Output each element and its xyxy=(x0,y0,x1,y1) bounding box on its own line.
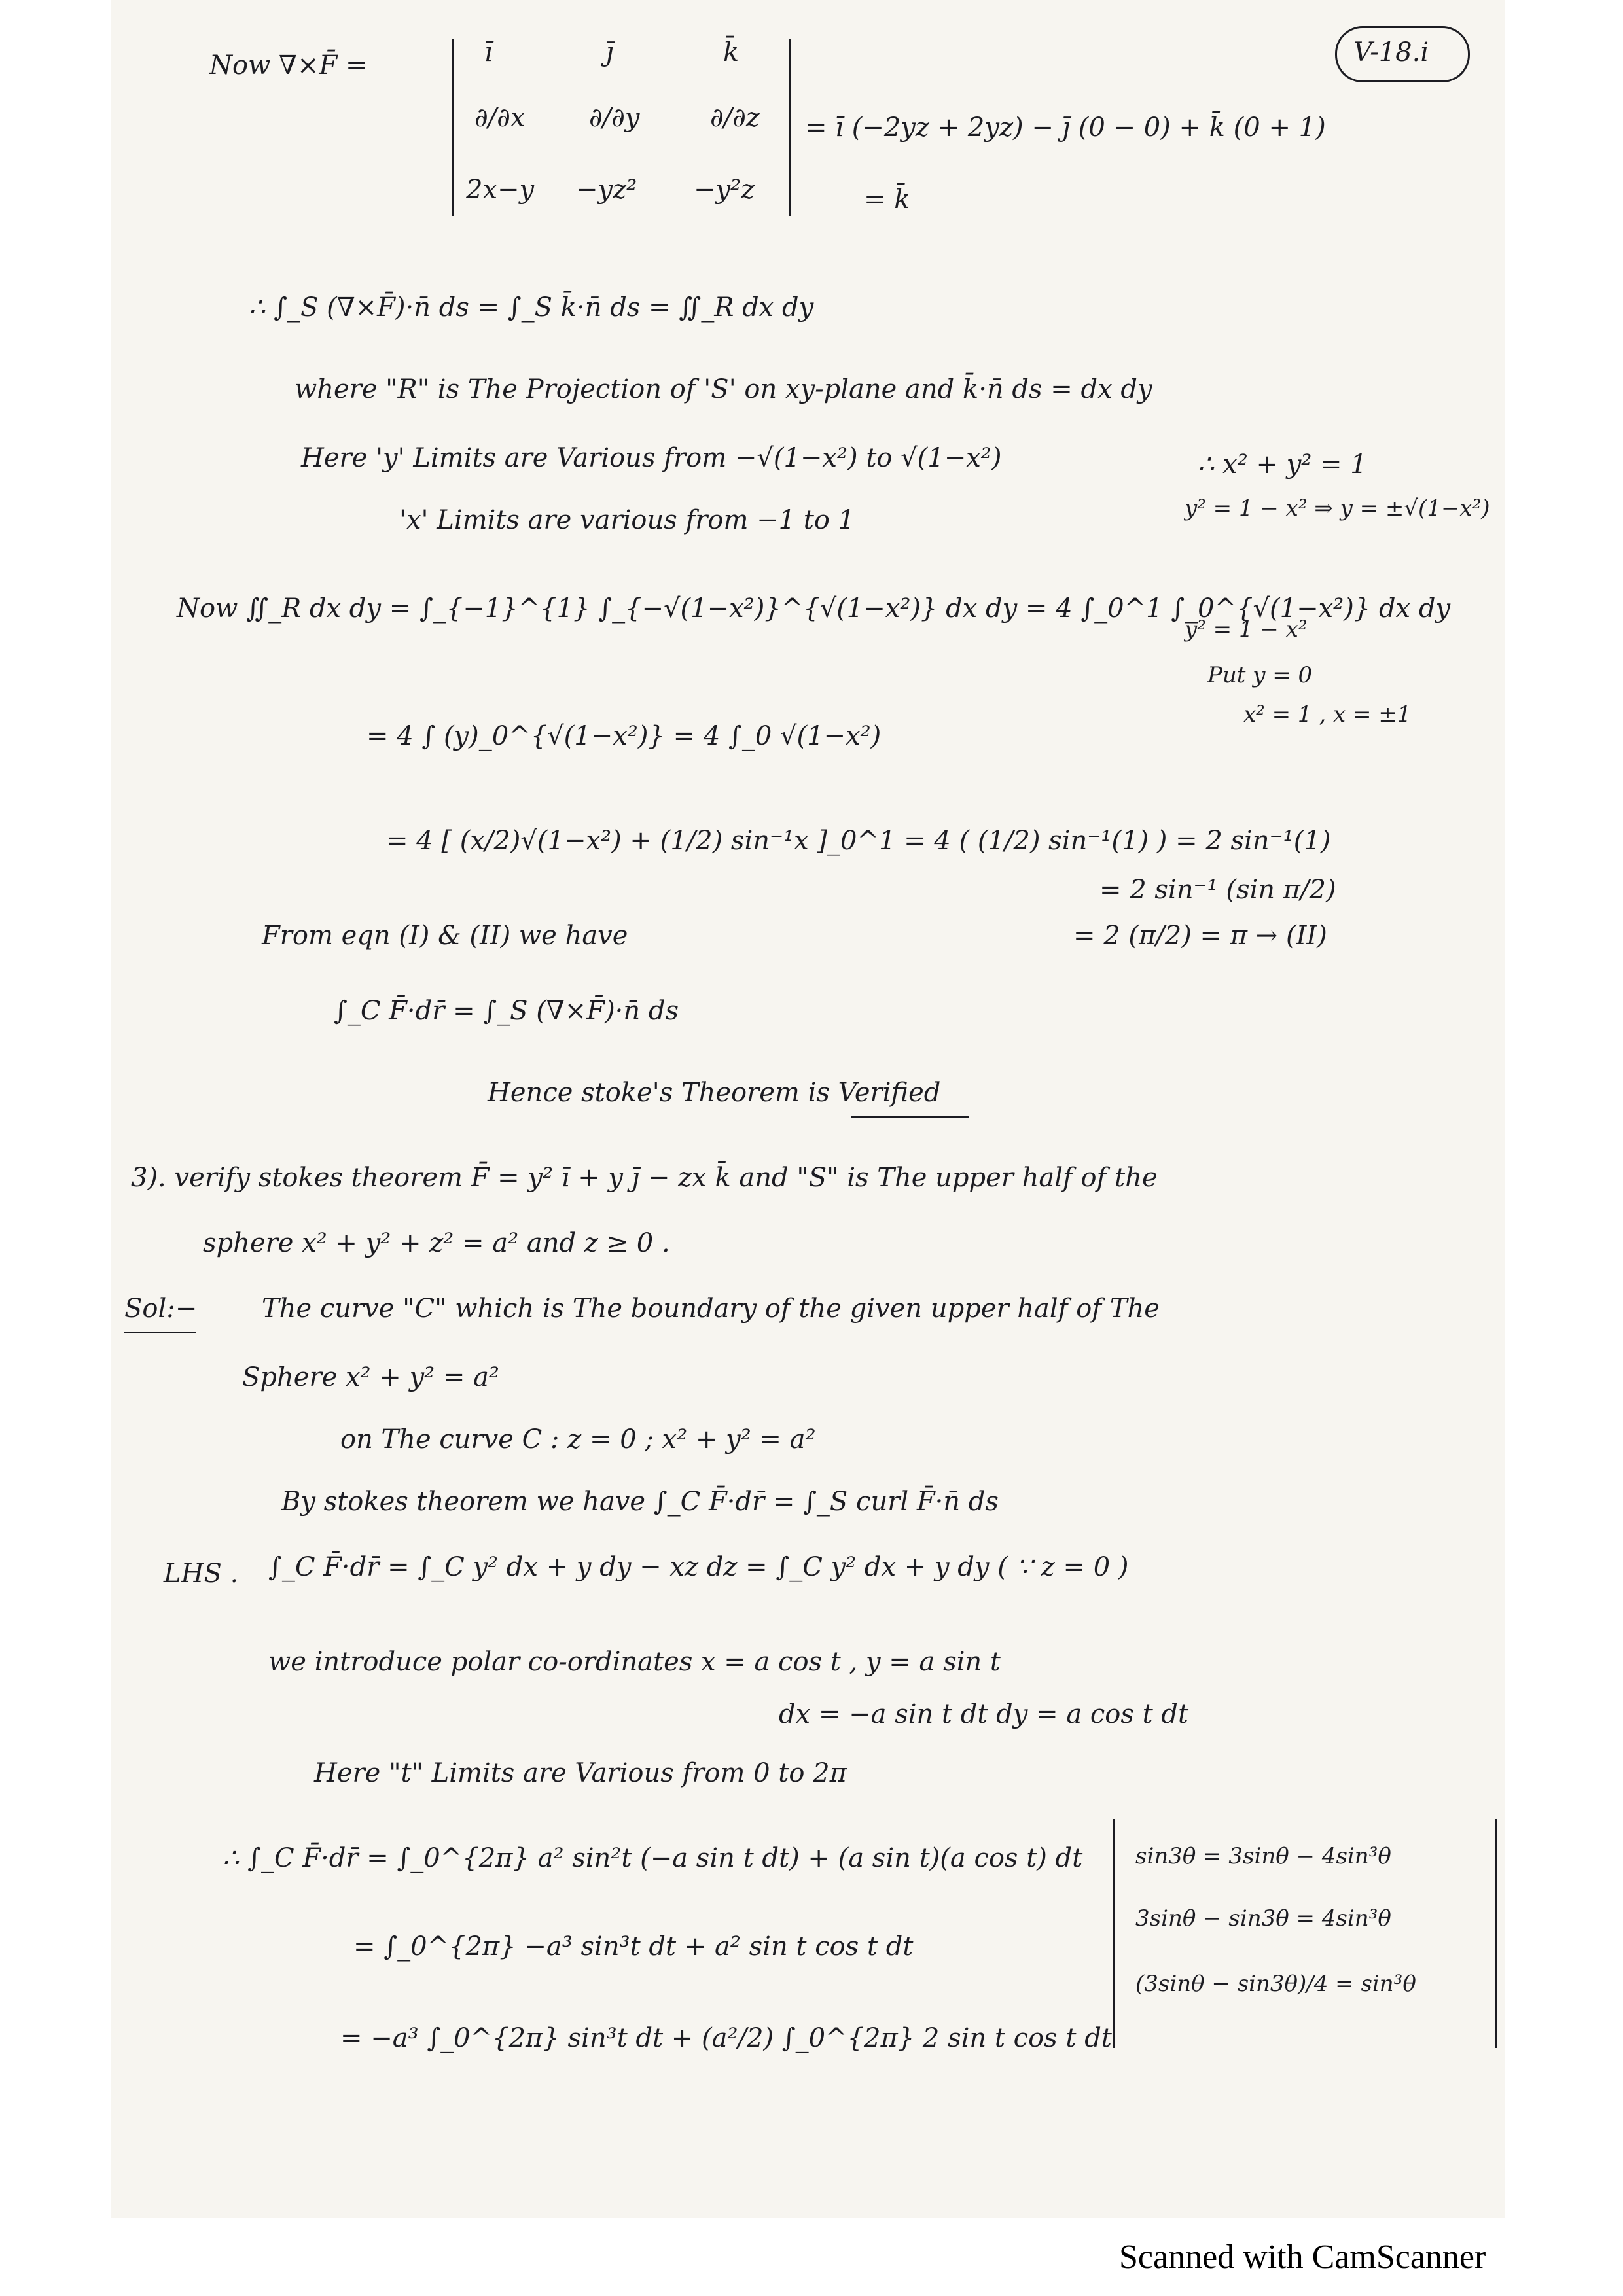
determinant-bar-right xyxy=(789,39,791,216)
solution-underline xyxy=(124,1332,196,1333)
solution-label: Sol:− xyxy=(124,1294,198,1324)
step-3: = 2 sin⁻¹ (sin π/2) xyxy=(1099,875,1336,905)
det-d-dy: ∂/∂y xyxy=(589,103,640,133)
curl-result: = k̄ xyxy=(864,185,910,215)
identity-1: sin3θ = 3sinθ − 4sin³θ xyxy=(1135,1843,1391,1869)
det-d-dz: ∂/∂z xyxy=(710,103,760,133)
side-note-3: Put y = 0 xyxy=(1207,662,1313,688)
t-limits: Here "t" Limits are Various from 0 to 2π xyxy=(314,1758,847,1788)
integral-line-2: = ∫_0^{2π} −a³ sin³t dt + a² sin t cos t dt xyxy=(353,1932,914,1962)
page-number: V-18.i xyxy=(1353,37,1429,67)
verified-line: Hence stoke's Theorem is Verified xyxy=(488,1078,941,1108)
projection-note: where "R" is The Projection of 'S' on xy-plane and k̄·n̄ ds = dx dy xyxy=(294,374,1152,404)
polar-coordinates: we introduce polar co-ordinates x = a cos t , y = a sin t xyxy=(268,1647,1001,1677)
det-d-dx: ∂/∂x xyxy=(474,103,526,133)
solution-text: The curve "C" which is The boundary of the given upper half of The xyxy=(262,1294,1160,1324)
stokes-equality: ∫_C F̄·dr̄ = ∫_S (∇×F̄)·n̄ ds xyxy=(334,996,679,1026)
lhs-label: LHS . xyxy=(164,1559,239,1589)
problem-3-statement: 3). verify stokes theorem F̄ = y² ī + y j̄ − zx k̄ and "S" is The upper half of the xyxy=(131,1163,1158,1193)
double-integral: Now ∬_R dx dy = ∫_{−1}^{1} ∫_{−√(1−x²)}^{√(1−x²)} dx dy = 4 ∫_0^1 ∫_0^{√(1−x²)} dx dy xyxy=(177,593,1451,624)
side-note-4: x² = 1 , x = ±1 xyxy=(1243,701,1412,728)
side-note-2: y² = 1 − x² xyxy=(1185,616,1308,643)
from-equations: From eqn (I) & (II) we have xyxy=(262,921,628,951)
by-stokes-theorem: By stokes theorem we have ∫_C F̄·dr̄ = ∫_S curl F̄·n̄ ds xyxy=(281,1487,999,1517)
step-4: = 2 (π/2) = π → (II) xyxy=(1073,921,1327,951)
y-limits: Here 'y' Limits are Various from −√(1−x²) to √(1−x²) xyxy=(301,443,1002,473)
circle-equation: ∴ x² + y² = 1 xyxy=(1198,450,1367,480)
scanner-watermark: Scanned with CamScanner xyxy=(1119,2238,1486,2276)
differentials: dx = −a sin t dt dy = a cos t dt xyxy=(779,1699,1189,1729)
det-f1: 2x−y xyxy=(466,175,535,205)
underline-verified xyxy=(851,1116,969,1118)
x-limits: 'x' Limits are various from −1 to 1 xyxy=(399,505,855,535)
step-2: = 4 [ (x/2)√(1−x²) + (1/2) sin⁻¹x ]_0^1 = 4 ( (1/2) sin⁻¹(1) ) = 2 sin⁻¹(1) xyxy=(386,826,1331,856)
curl-label: Now ∇×F̄ = xyxy=(209,50,368,80)
side-note-1: y² = 1 − x² ⇒ y = ±√(1−x²) xyxy=(1185,495,1490,521)
step-1: = 4 ∫ (y)_0^{√(1−x²)} = 4 ∫_0 √(1−x²) xyxy=(366,721,882,751)
det-k: k̄ xyxy=(723,37,740,67)
lhs-equation: ∫_C F̄·dr̄ = ∫_C y² dx + y dy − xz dz = ∫_C y² dx + y dy ( ∵ z = 0 ) xyxy=(268,1552,1129,1582)
problem-3-sphere: sphere x² + y² + z² = a² and z ≥ 0 . xyxy=(203,1228,670,1258)
det-f2: −yz² xyxy=(576,175,637,205)
identity-3: (3sinθ − sin3θ)/4 = sin³θ xyxy=(1135,1971,1416,1997)
determinant-bar-left xyxy=(452,39,454,216)
det-f3: −y²z xyxy=(694,175,755,205)
curl-expansion: = ī (−2yz + 2yz) − j̄ (0 − 0) + k̄ (0 + 1) xyxy=(805,113,1326,143)
surface-integral: ∴ ∫_S (∇×F̄)·n̄ ds = ∫_S k̄·n̄ ds = ∬_R dx dy xyxy=(249,292,814,323)
sphere-boundary: Sphere x² + y² = a² xyxy=(242,1362,499,1392)
curve-c: on The curve C : z = 0 ; x² + y² = a² xyxy=(340,1424,816,1455)
identity-2: 3sinθ − sin3θ = 4sin³θ xyxy=(1135,1905,1391,1932)
integral-line-1: ∴ ∫_C F̄·dr̄ = ∫_0^{2π} a² sin²t (−a sin t dt) + (a sin t)(a cos t) dt xyxy=(223,1843,1083,1873)
det-j: j̄ xyxy=(605,37,614,67)
integral-line-3: = −a³ ∫_0^{2π} sin³t dt + (a²/2) ∫_0^{2π} 2 sin t cos t dt xyxy=(340,2023,1112,2053)
det-i: ī xyxy=(484,37,493,67)
